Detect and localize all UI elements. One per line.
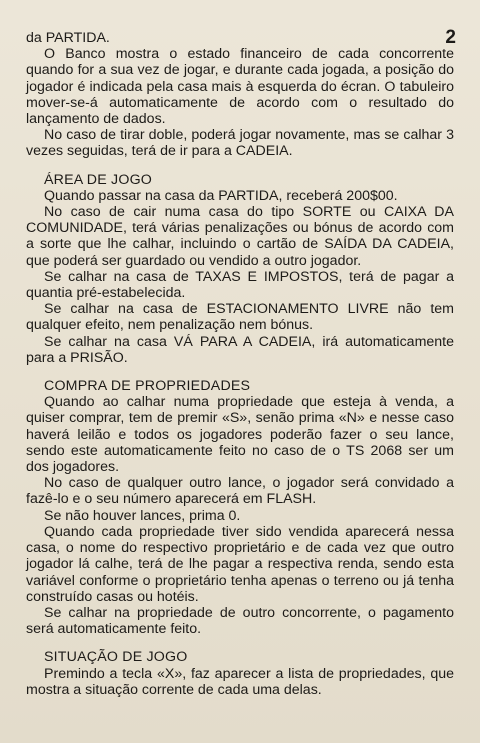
paragraph-sorte: No caso de cair numa casa do tipo SORTE ou CAIXA DA COMUNIDADE, terá várias penalizações ou bónus de acordo com a sorte que lhe calhar, incluindo o cartão de SAÍDA DA CADEIA, que poderá ser guardado ou vendido a outro jogador. — [26, 204, 454, 269]
paragraph-sem-lances: Se não houver lances, prima 0. — [44, 507, 241, 524]
page-content — [26, 30, 454, 698]
paragraph-lance: No caso de qualquer outro lance, o jogador será convidado a fazê-lo e o seu número aparecerá em FLASH. — [26, 475, 454, 508]
paragraph-comprar: Quando ao calhar numa propriedade que esteja à venda, a quiser comprar, tem de premir «S», senão prima «N» e nesse caso haverá leilão e todos os jogadores poderão fazer o seu lance, sendo este automaticamente feito no caso de o TS 2068 ser um dos jogadores. — [26, 394, 454, 476]
intro-paragraph-bank: O Banco mostra o estado financeiro de cada concorrente quando for a sua vez de jogar, e durante cada jogada, a posição do jogador é indicada pela casa mais à esquerda do écran. O tabuleiro mover-se-á automaticamente de acordo com o resultado do lançamento de dados. — [26, 46, 454, 128]
paragraph-tecla-x: Premindo a tecla «X», faz aparecer a lista de propriedades, que mostra a situação corrente de cada uma delas. — [26, 665, 454, 698]
paragraph-taxas: Se calhar na casa de TAXAS E IMPOSTOS, terá de pagar a quantia pré-estabelecida. — [26, 268, 454, 302]
page-number: 2 — [445, 27, 456, 48]
intro-paragraph-continued: da PARTIDA. — [26, 30, 110, 46]
section-heading-situacao: SITUAÇÃO DE JOGO — [44, 649, 188, 666]
paragraph-renda: Quando cada propriedade tiver sido vendida aparecerá nessa casa, o nome do respectivo proprietário e de cada vez que outro jogador lá calhe, terá de lhe pagar a respectiva renda, sendo esta variável conforme o proprietário tenha apenas o terreno ou já tenha construído casas ou hotéis. — [26, 523, 454, 605]
paragraph-pagamento: Se calhar na propriedade de outro concorrente, o pagamento será automaticamente feito. — [26, 604, 454, 638]
section-heading-compra: COMPRA DE PROPRIEDADES — [44, 378, 251, 395]
paragraph-partida: Quando passar na casa da PARTIDA, receberá 200$00. — [44, 187, 398, 204]
section-heading-area-de-jogo: ÁREA DE JOGO — [44, 171, 153, 188]
intro-paragraph-doubles: No caso de tirar doble, poderá jogar novamente, mas se calhar 3 vezes seguidas, terá de ir para a CADEIA. — [26, 127, 454, 160]
paragraph-estacionamento: Se calhar na casa de ESTACIONAMENTO LIVRE não tem qualquer efeito, nem penalização nem bónus. — [26, 301, 454, 334]
paragraph-cadeia: Se calhar na casa VÁ PARA A CADEIA, irá automaticamente para a PRISÃO. — [26, 333, 454, 366]
